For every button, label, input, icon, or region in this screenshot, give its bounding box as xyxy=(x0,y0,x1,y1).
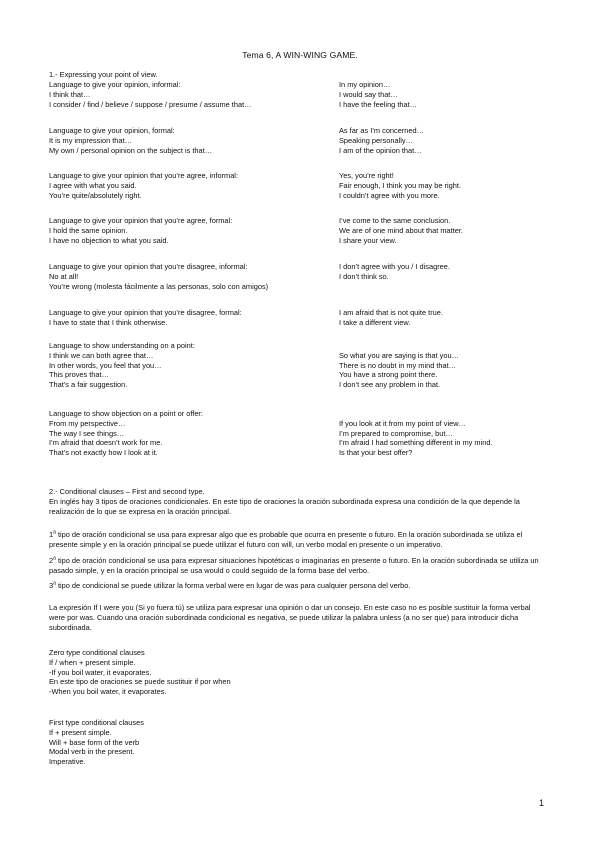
phrase: From my perspective… xyxy=(49,418,126,428)
phrase: I hold the same opinion. xyxy=(49,225,128,235)
section2-heading: 2.- Conditional clauses – First and second type. xyxy=(49,487,205,496)
type-description: tipo de condicional se puede utilizar la forma verbal were en lugar de was para cualquier persona del verbo. xyxy=(55,581,411,590)
agree-formal-left xyxy=(49,216,339,245)
phrase: The way I see things… xyxy=(49,428,125,438)
page-number: 1 xyxy=(539,798,545,808)
agree-informal-right xyxy=(339,171,569,200)
example-line: -If you boil water, it evaporates. xyxy=(49,667,152,677)
phrase: No at all! xyxy=(49,271,79,281)
ordinal-mark: a xyxy=(53,580,56,587)
phrase: That’s not exactly how I look at it. xyxy=(49,448,158,458)
agree-informal-left xyxy=(49,171,339,200)
phrase: I have to state that I think otherwise. xyxy=(49,317,168,327)
group-heading: Language to give your opinion that you’re agree, formal: xyxy=(49,216,233,225)
opinion-informal-left xyxy=(49,80,339,109)
rule-line: En este tipo de oraciones se puede sustituir if por when xyxy=(49,677,231,687)
group-heading: Language to give your opinion, formal: xyxy=(49,126,175,135)
disagree-informal-left xyxy=(49,262,339,291)
phrase: Yes, you’re right! xyxy=(339,171,394,180)
phrase: We are of one mind about that matter. xyxy=(339,225,463,235)
opinion-informal-right xyxy=(339,80,569,109)
phrase: I would say that… xyxy=(339,89,398,99)
phrase: I have the feeling that… xyxy=(339,99,418,109)
if-i-were-you-paragraph: La expresión If I were you (Si yo fuera tú) se utiliza para expresar una opinión o dar un consejo. En este caso no es posible sustituir la forma verbal were por was. Cuando una oración subordinada condicional es negativa, se puede utilizar la palabra unless (a no ser que) para introducir dicha subordinada. xyxy=(49,603,531,632)
group-heading: Language to show understanding on a point: xyxy=(49,341,195,350)
section1-heading: 1.- Expressing your point of view. xyxy=(49,70,158,79)
phrase: I couldn’t agree with you more. xyxy=(339,190,440,200)
phrase: I don’t agree with you / I disagree. xyxy=(339,262,450,271)
phrase: I consider / find / believe / suppose / presume / assume that… xyxy=(49,99,252,109)
phrase: I’m prepared to compromise, but… xyxy=(339,428,453,438)
type-description: tipo de oración condicional se usa para expresar situaciones hipotéticas o imaginarias en presente o futuro. En la oración subordinada se utiliza un pasado simple, y en la oración principal se usa would o could seguido de la forma base del verbo. xyxy=(49,556,539,575)
phrase: I don’t see any problem in that. xyxy=(339,380,441,390)
type1-paragraph xyxy=(49,530,544,550)
phrase: That’s a fair suggestion. xyxy=(49,380,128,390)
type-number: 2 xyxy=(49,556,54,565)
phrase: I think that… xyxy=(49,89,91,99)
disagree-formal-right xyxy=(339,308,569,328)
group-heading: Language to give your opinion that you’re agree, informal: xyxy=(49,171,238,180)
phrase: You have a strong point there. xyxy=(339,370,438,380)
phrase: Fair enough, I think you may be right. xyxy=(339,180,462,190)
phrase: You’re quite/absolutely right. xyxy=(49,190,142,200)
phrase: So what you are saying is that you… xyxy=(339,350,459,360)
rule-line: Modal verb in the present. xyxy=(49,747,135,757)
example-line: -When you boil water, it evaporates. xyxy=(49,687,167,697)
group-heading: Language to give your opinion that you’re disagree, informal: xyxy=(49,262,248,271)
group-heading: Language to give your opinion that you’re disagree, formal: xyxy=(49,308,242,317)
ordinal-mark: a xyxy=(53,529,56,536)
phrase: I don’t think so. xyxy=(339,271,389,281)
phrase: I think we can both agree that… xyxy=(49,350,154,360)
phrase: Is that your best offer? xyxy=(339,448,413,458)
phrase: My own / personal opinion on the subject is that… xyxy=(49,145,213,155)
phrase: I have no objection to what you said. xyxy=(49,235,169,245)
opinion-formal-left xyxy=(49,126,339,155)
understanding-right xyxy=(339,341,569,390)
rule-line: Imperative. xyxy=(49,757,86,767)
ordinal-mark: a xyxy=(53,555,56,562)
phrase: I agree with what you said. xyxy=(49,180,137,190)
group-heading: Language to give your opinion, informal: xyxy=(49,80,181,89)
phrase: I am of the opinion that… xyxy=(339,145,422,155)
phrase xyxy=(339,341,569,351)
block-heading: Zero type conditional clauses xyxy=(49,648,145,657)
objection-right xyxy=(339,409,569,458)
zero-type-block xyxy=(49,648,544,697)
type3-paragraph xyxy=(49,581,544,591)
agree-formal-right xyxy=(339,216,569,245)
phrase: I’ve come to the same conclusion. xyxy=(339,216,451,225)
type-description: tipo de oración condicional se usa para expresar algo que es probable que ocurra en presente o futuro. En la oración subordinada se utiliza el presente simple y en la oración principal se puede utilizar el futuro con will, un verbo modal en presente o un imperativo. xyxy=(49,530,523,549)
disagree-formal-left xyxy=(49,308,339,328)
section2-intro: En inglés hay 3 tipos de oraciones condicionales. En este tipo de oraciones la oración subordinada expresa una condición de la que depende la realización de lo que se expresa en la oración principal. xyxy=(49,497,520,516)
phrase: I’m afraid I had something different in my mind. xyxy=(339,438,493,448)
phrase: You’re wrong (molesta fácilmente a las personas, solo con amigos) xyxy=(49,281,269,291)
first-type-block xyxy=(49,718,544,767)
phrase: This proves that… xyxy=(49,370,109,380)
phrase xyxy=(339,409,569,419)
rule-line: Will + base form of the verb xyxy=(49,737,140,747)
phrase: In my opinion… xyxy=(339,80,391,89)
phrase: I share your view. xyxy=(339,235,397,245)
phrase: As far as I’m concerned… xyxy=(339,126,425,135)
phrase: Speaking personally… xyxy=(339,135,413,145)
opinion-formal-right xyxy=(339,126,569,155)
objection-left xyxy=(49,409,339,458)
phrase: It is my impression that… xyxy=(49,135,132,145)
rule-line: If / when + present simple. xyxy=(49,657,136,667)
block-heading: First type conditional clauses xyxy=(49,718,144,727)
phrase: In other words, you feel that you… xyxy=(49,360,162,370)
type-number: 1 xyxy=(49,530,54,539)
phrase: I’m afraid that doesn’t work for me. xyxy=(49,438,163,448)
document-title: Tema 6, A WIN-WING GAME. xyxy=(242,50,358,60)
disagree-informal-right xyxy=(339,262,569,282)
type2-paragraph xyxy=(49,556,544,576)
type-number: 3 xyxy=(49,581,54,590)
phrase: There is no doubt in my mind that… xyxy=(339,360,457,370)
understanding-left xyxy=(49,341,339,390)
phrase: I take a different view. xyxy=(339,317,411,327)
rule-line: If + present simple. xyxy=(49,727,112,737)
group-heading: Language to show objection on a point or offer: xyxy=(49,409,203,418)
phrase: If you look at it from my point of view… xyxy=(339,418,466,428)
phrase: I am afraid that is not quite true. xyxy=(339,308,443,317)
